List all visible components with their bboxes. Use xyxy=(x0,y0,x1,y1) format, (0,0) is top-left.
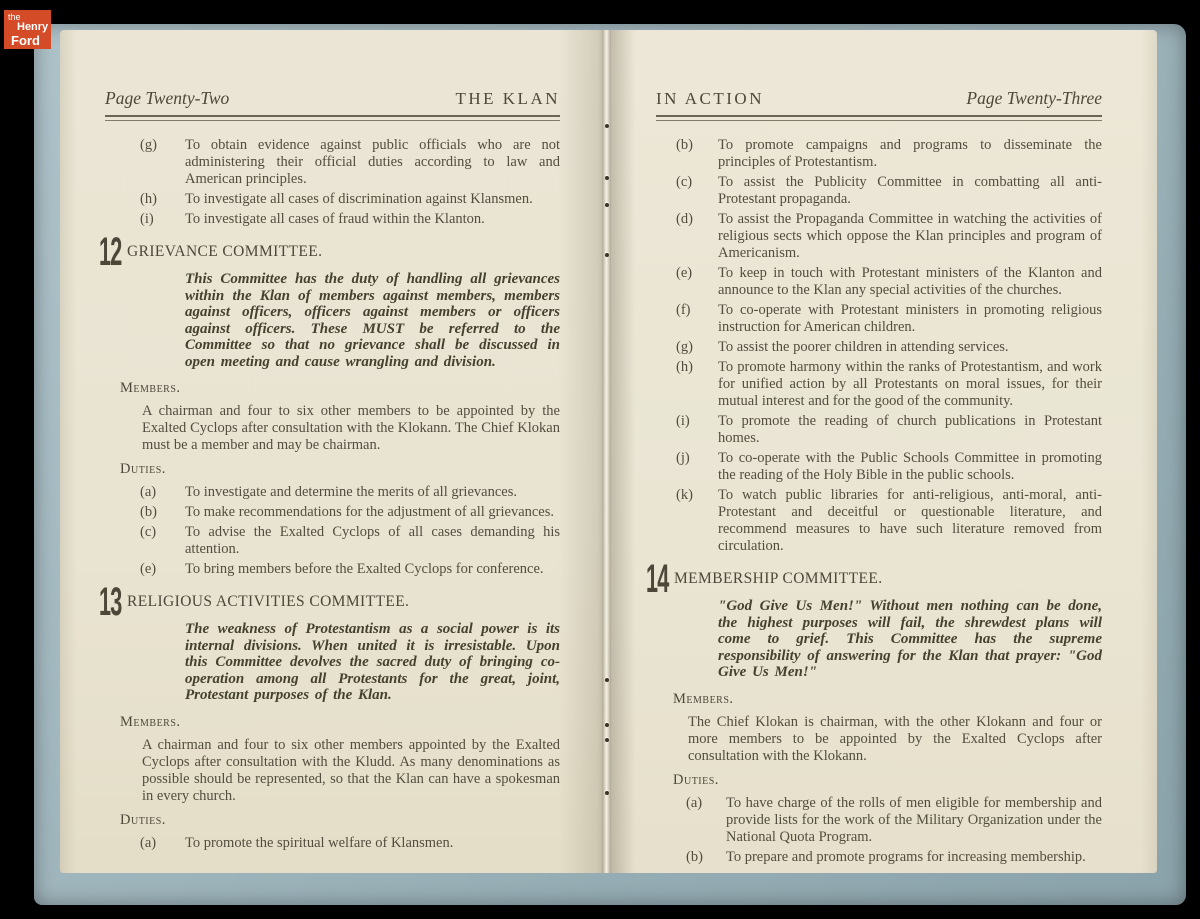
item-text: To promote the spiritual welfare of Klansmen. xyxy=(185,834,454,851)
item-label: (b) xyxy=(676,137,693,153)
section-lede: "God Give Us Men!" Without men nothing can be done, the highest purposes will fail, the shrewdest plans will come to grief. This Committee has the supreme responsibility of answering for the Klan that prayer: "God Give Us Men!" xyxy=(718,598,1102,680)
item-label: (g) xyxy=(140,137,157,153)
page-left-content xyxy=(99,137,560,852)
item-text: To advise the Exalted Cyclops of all cases demanding his attention. xyxy=(185,524,560,557)
stitch-hole xyxy=(605,723,609,727)
item-label: (e) xyxy=(676,265,693,281)
item-text: To bring members before the Exalted Cyclops for conference. xyxy=(185,561,544,577)
members-paragraph: A chairman and four to six other members appointed by the Exalted Cyclops after consultation with the Kludd. As many denominations as possible should be represented, so that the Klan can have a spokesman in every church. xyxy=(142,736,560,804)
page-right xyxy=(608,30,1157,873)
logo-text-henry: Henry xyxy=(17,21,49,33)
booklet xyxy=(34,24,1186,905)
item-label: (e) xyxy=(140,561,157,577)
running-header-left xyxy=(105,88,560,109)
item-label: (b) xyxy=(140,504,157,520)
section-heading-13 xyxy=(99,580,560,624)
item-label: (c) xyxy=(140,524,157,540)
duties-subhead: Duties. xyxy=(120,811,166,828)
item-label: (f) xyxy=(676,302,691,318)
header-rule-left xyxy=(105,115,560,121)
stitch-hole xyxy=(605,176,609,180)
list-item-h xyxy=(676,359,1102,410)
item-text: To assist the Propaganda Committee in watching the activities of religious sects which oppose the Klan principles and program of Americanism. xyxy=(718,211,1102,261)
item-text: To have charge of the rolls of men eligible for membership and provide lists for the work of the Military Organization under the National Quota Program. xyxy=(726,794,1102,845)
members-paragraph: A chairman and four to six other members to be appointed by the Exalted Cyclops after consultation with the Klokann. The Chief Klokan must be a member and may be chairman. xyxy=(142,403,560,453)
item-text: To keep in touch with Protestant ministers of the Klanton and announce to the Klan any special activities of the churches. xyxy=(718,265,1102,298)
page-right-content xyxy=(646,137,1102,866)
section-heading-12 xyxy=(99,230,560,274)
logo-text-ford: Ford xyxy=(11,33,40,48)
running-title-left: THE KLAN xyxy=(455,89,560,108)
item-text: To promote campaigns and programs to disseminate the principles of Protestantism. xyxy=(718,137,1102,170)
item-text: To prepare and promote programs for increasing membership. xyxy=(726,848,1086,865)
item-label: (i) xyxy=(140,211,154,227)
duties-subhead: Duties. xyxy=(673,771,719,788)
item-text: To investigate and determine the merits of all grievances. xyxy=(185,484,517,500)
book-gutter xyxy=(602,30,611,873)
duty-item-a xyxy=(140,484,560,501)
list-item-k xyxy=(676,487,1102,555)
duty-item-e xyxy=(140,561,560,578)
item-label: (c) xyxy=(676,174,693,190)
item-text: To assist the Publicity Committee in combatting all anti-Protestant propaganda. xyxy=(718,174,1102,207)
stitch-hole xyxy=(605,678,609,682)
section-title: MEMBERSHIP COMMITTEE. xyxy=(674,570,883,587)
running-header-right xyxy=(656,88,1102,109)
item-label: (j) xyxy=(676,450,690,466)
item-text: To watch public libraries for anti-religious, anti-moral, anti-Protestant and deceitful or questionable literature, and recommend measures to have such literature removed from circulation. xyxy=(718,487,1102,554)
item-text: To make recommendations for the adjustment of all grievances. xyxy=(185,504,555,520)
section-number: 13 xyxy=(99,580,122,624)
page-number-right: Page Twenty-Three xyxy=(966,88,1102,108)
item-label: (d) xyxy=(676,211,693,227)
item-text: To promote the reading of church publications in Protestant homes. xyxy=(718,413,1102,446)
item-text: To investigate all cases of fraud within the Klanton. xyxy=(185,211,485,227)
item-label: (b) xyxy=(686,848,703,865)
item-label: (a) xyxy=(140,484,157,500)
item-label: (i) xyxy=(676,413,690,429)
members-subhead: Members. xyxy=(120,380,181,396)
item-label: (a) xyxy=(140,834,157,851)
duty-item-a xyxy=(686,795,1102,846)
running-title-right: IN ACTION xyxy=(656,89,764,108)
item-text: To co-operate with the Public Schools Committee in promoting the reading of the Holy Bible in the public schools. xyxy=(718,450,1102,483)
item-label: (a) xyxy=(686,794,703,811)
duty-item-b xyxy=(686,849,1102,866)
section-lede: The weakness of Protestantism as a social power is its internal divisions. When united it is irresistable. Upon this Committee devolves the sacred duty of bringing co-operation among all Protestants for the great, joint, Protestant purposes of the Klan. xyxy=(185,621,560,703)
list-item-g xyxy=(140,137,560,188)
members-subhead: Members. xyxy=(120,713,181,730)
item-label: (h) xyxy=(676,359,693,375)
list-item-g xyxy=(676,339,1102,356)
duty-item-b xyxy=(140,504,560,521)
section-number: 14 xyxy=(646,557,669,601)
members-subhead: Members. xyxy=(673,690,734,707)
members-paragraph: The Chief Klokan is chairman, with the other Klokann and four or more members to be appointed by the Exalted Cyclops after consultation with the Klokann. xyxy=(688,713,1102,764)
henry-ford-logo xyxy=(4,10,51,49)
list-item-h xyxy=(140,191,560,208)
list-item-e xyxy=(676,265,1102,299)
stitch-hole xyxy=(605,791,609,795)
item-label: (k) xyxy=(676,487,693,503)
list-item-d xyxy=(676,211,1102,262)
section-heading-14 xyxy=(646,557,1102,601)
header-rule-right xyxy=(656,115,1102,121)
page-left xyxy=(60,30,608,873)
list-item-i xyxy=(140,211,560,228)
section-title: RELIGIOUS ACTIVITIES COMMITTEE. xyxy=(127,593,410,610)
item-label: (h) xyxy=(140,191,157,207)
list-item-f xyxy=(676,302,1102,336)
stitch-hole xyxy=(605,124,609,128)
item-text: To assist the poorer children in attending services. xyxy=(718,339,1009,355)
page-number-left: Page Twenty-Two xyxy=(105,88,230,108)
section-lede: This Committee has the duty of handling all grievances within the Klan of members against members, members against officers, officers against members or officers against officers. These MUST be referred to the Committee so that no grievance shall be discussed in open meeting and cause wrangling and division. xyxy=(185,271,560,370)
stitch-hole xyxy=(605,203,609,207)
list-item-b xyxy=(676,137,1102,171)
section-number: 12 xyxy=(99,230,122,274)
section-title: GRIEVANCE COMMITTEE. xyxy=(127,243,323,260)
item-text: To investigate all cases of discrimination against Klansmen. xyxy=(185,191,533,207)
stitch-hole xyxy=(605,738,609,742)
stitch-hole xyxy=(605,253,609,257)
logo-text-the: the xyxy=(8,12,21,22)
duty-item-a xyxy=(140,835,560,852)
list-item-c xyxy=(676,174,1102,208)
item-label: (g) xyxy=(676,339,693,355)
list-item-i xyxy=(676,413,1102,447)
item-text: To promote harmony within the ranks of Protestantism, and work for unified action by all Protestants on moral issues, for their mutual interest and for the good of the community. xyxy=(718,359,1102,409)
item-text: To obtain evidence against public officials who are not administering their official duties according to law and American principles. xyxy=(185,137,560,187)
duties-subhead: Duties. xyxy=(120,461,166,477)
list-item-j xyxy=(676,450,1102,484)
duty-item-c xyxy=(140,524,560,558)
item-text: To co-operate with Protestant ministers in promoting religious instruction for American children. xyxy=(718,302,1102,335)
